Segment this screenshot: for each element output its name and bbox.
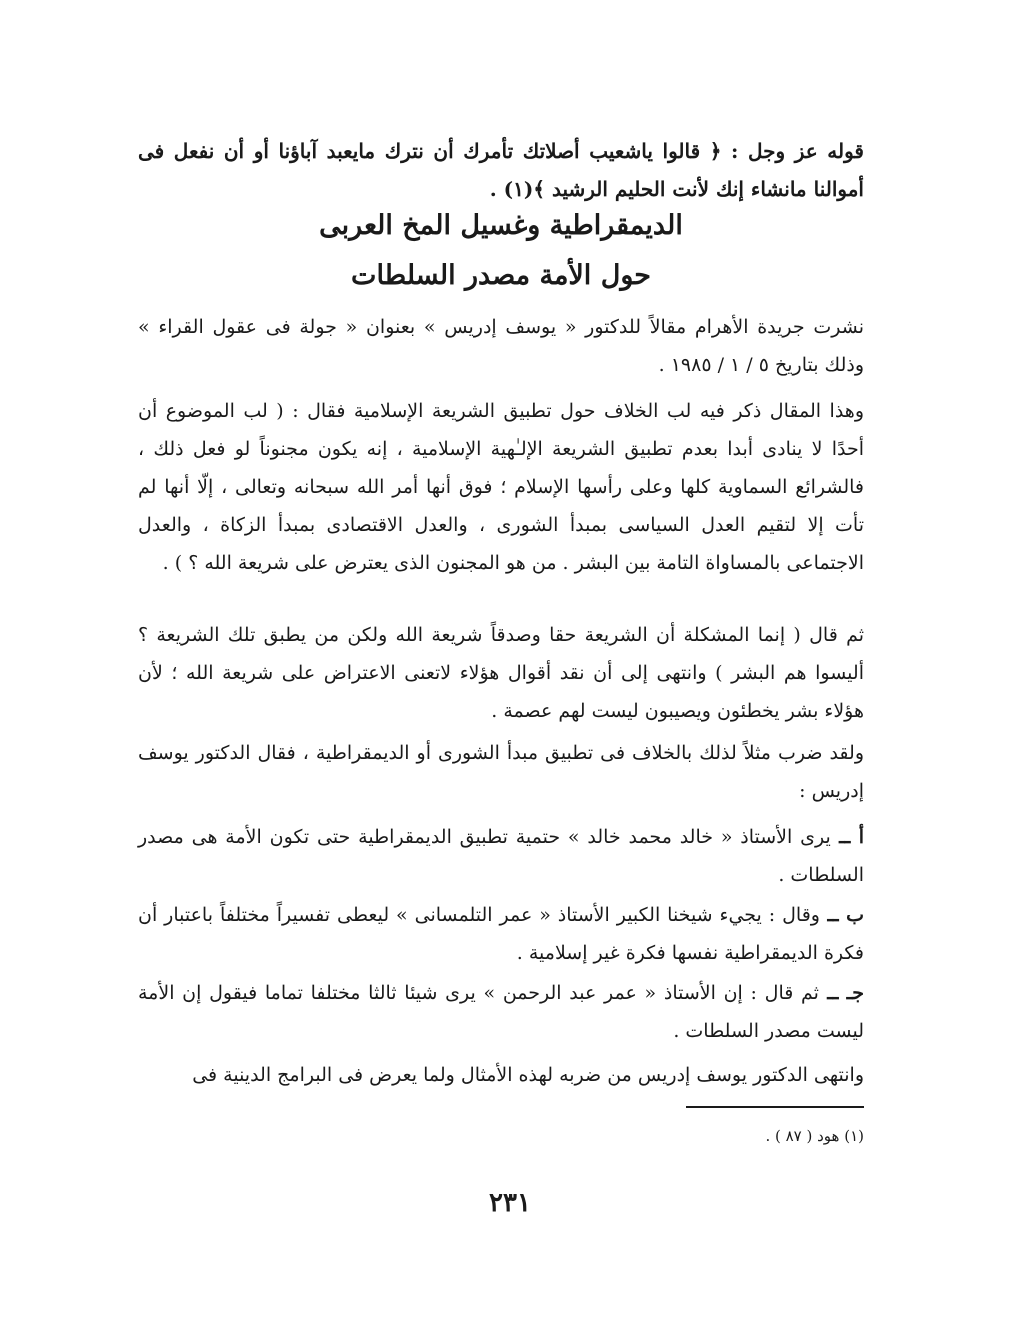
page-subtitle: حول الأمة مصدر السلطات	[351, 260, 651, 291]
paragraph-5: وانتهى الدكتور يوسف إدريس من ضربه لهذه الأمثال ولما يعرض فى البرامج الدينية فى	[192, 1064, 864, 1086]
list-item	[138, 974, 864, 1050]
item-text: يرى الأستاذ « خالد محمد خالد » حتمية تطبيق الديمقراطية حتى تكون الأمة هى مصدر السلطات .	[138, 826, 864, 886]
item-marker: أ ــ	[830, 826, 864, 848]
paragraph-3: ثم قال ( إنما المشكلة أن الشريعة حقا وصدقاً شريعة الله ولكن من يطبق تلك الشريعة ؟ أليسوا هم البشر ) وانتهى إلى أن نقد أقوال هؤلاء لاتعنى الاعتراض على شريعة الله ؛ لأن هؤلاء بشر يخطئون ويصيبون ليست لهم عصمة .	[138, 624, 864, 722]
paragraph-4: ولقد ضرب مثلاً لذلك بالخلاف فى تطبيق مبدأ الشورى أو الديمقراطية ، فقال الدكتور يوسف إدريس :	[138, 742, 864, 802]
page-title: الديمقراطية وغسيل المخ العربى	[319, 210, 683, 241]
page-number: ٢٣١	[489, 1188, 531, 1218]
paragraph-2: وهذا المقال ذكر فيه لب الخلاف حول تطبيق الشريعة الإسلامية فقال : ( لب الموضوع أن أحدًا لا ينادى أبدا بعدم تطبيق الشريعة الإلـٰهية الإسلامية ، إنه يكون مجنوناً لو فعل ذلك ، فالشرائع السماوية كلها وعلى رأسها الإسلام ؛ فوق أنها أمر الله سبحانه وتعالى ، إلّا أنها لم تأت إلا لتقيم العدل السياسى بمبدأ الشورى ، والعدل الاقتصادى بمبدأ الزكاة ، والعدل الاجتماعى بالمساواة التامة بين البشر . من هو المجنون الذى يعترض على شريعة الله ؟ ) .	[138, 400, 864, 574]
list-item	[138, 818, 864, 894]
verse-text: قالوا ياشعيب أصلاتك تأمرك أن نترك مايعبد آباؤنا أو أن نفعل فى أموالنا مانشاء إنك لأنت الحليم الرشيد	[138, 139, 864, 201]
item-text: وقال : يجيء شيخنا الكبير الأستاذ « عمر التلمسانى » ليعطى تفسيراً مختلفاً باعتبار أن فكرة الديمقراطية نفسها فكرة غير إسلامية .	[138, 904, 864, 964]
verse-outro: ﴾(١) .	[489, 177, 552, 201]
quran-verse-paragraph	[138, 132, 864, 208]
paragraph-1: نشرت جريدة الأهرام مقالاً للدكتور « يوسف إدريس » بعنوان « جولة فى عقول القراء » وذلك بتاريخ ٥ / ١ / ١٩٨٥ .	[138, 316, 864, 376]
footnote: (١) هود ( ٨٧ ) .	[765, 1127, 864, 1145]
item-text: ثم قال : إن الأستاذ « عمر عبد الرحمن » يرى شيئا ثالثا مختلفا تماما فيقول إن الأمة ليست مصدر السلطات .	[138, 982, 864, 1042]
verse-intro: قوله عز وجل : ﴿	[700, 139, 864, 163]
footnote-divider	[686, 1106, 864, 1108]
list-item	[138, 896, 864, 972]
item-marker: ب ــ	[819, 904, 864, 926]
item-marker: جـ ــ	[818, 982, 864, 1004]
